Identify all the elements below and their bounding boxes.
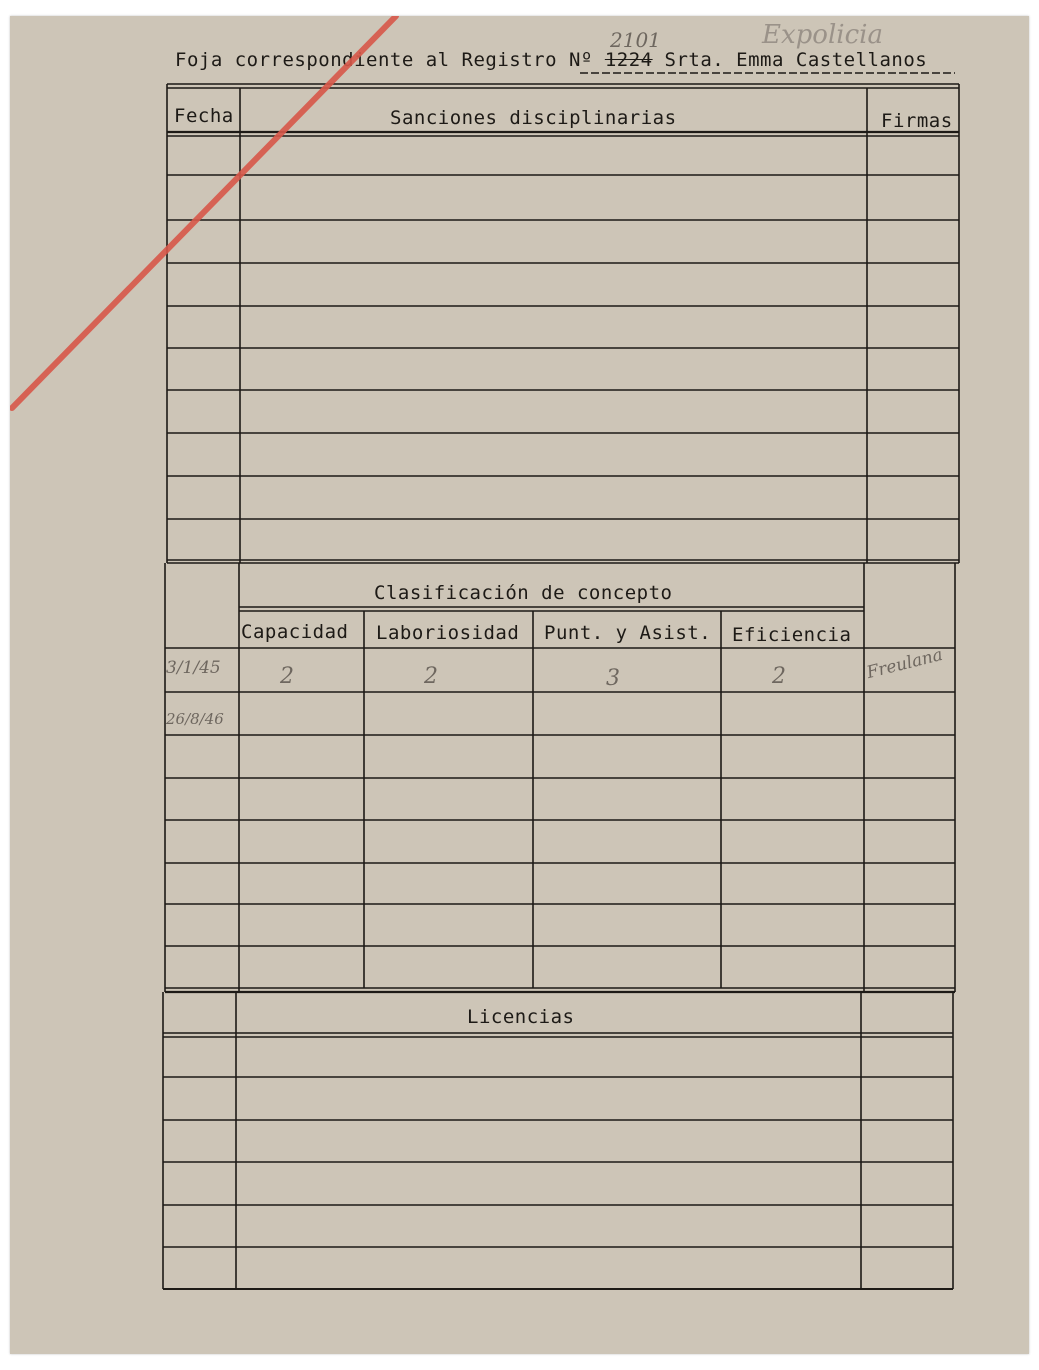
col-header-fecha: Fecha [174, 105, 234, 127]
col-header-firmas: Firmas [881, 110, 953, 132]
col-header-sanciones: Sanciones disciplinarias [390, 107, 677, 129]
handwritten-note: Expolicia [762, 20, 883, 50]
old-register-number: 1224 [604, 49, 653, 71]
student-name: Srta. Emma Castellanos [664, 49, 928, 71]
col-header-puntualidad: Punt. y Asist. [544, 622, 712, 644]
value-laboriosidad: 2 [424, 664, 438, 689]
signature: Freulana [864, 644, 945, 684]
document-page [10, 16, 1029, 1354]
red-crayon-stroke [10, 16, 1029, 1354]
col-header-capacidad: Capacidad [241, 621, 349, 643]
new-register-number: 2101 [610, 28, 661, 52]
header-prefix: Foja correspondiente al Registro Nº [175, 49, 593, 71]
col-header-eficiencia: Eficiencia [732, 624, 852, 646]
col-header-laboriosidad: Laboriosidad [376, 622, 520, 644]
row-date-1: 3/1/45 [166, 658, 221, 678]
concepto-title: Clasificación de concepto [374, 582, 673, 604]
row-date-2: 26/8/46 [166, 710, 224, 728]
licencias-title: Licencias [467, 1006, 575, 1028]
value-capacidad: 2 [280, 664, 294, 689]
value-puntualidad: 3 [606, 666, 620, 691]
value-eficiencia: 2 [772, 664, 786, 689]
